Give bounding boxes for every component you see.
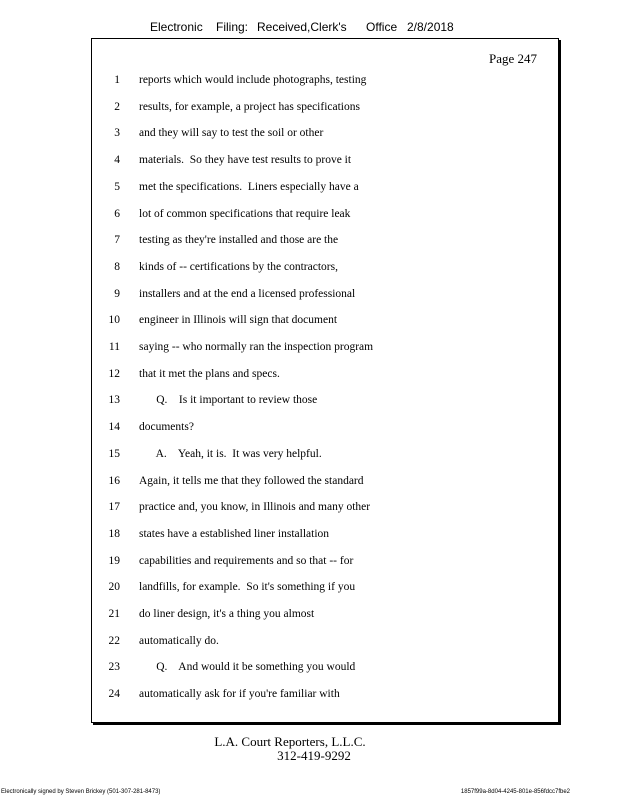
line-text: Q. Is it important to review those: [139, 394, 318, 407]
transcript-line: [92, 74, 558, 94]
transcript-line: [92, 635, 558, 655]
transcript-page: [91, 38, 559, 723]
line-number: 22: [108, 634, 120, 647]
line-number: 6: [114, 207, 120, 220]
transcript-line: [92, 127, 558, 147]
line-text: installers and at the end a licensed professional: [139, 287, 356, 300]
line-number: 7: [114, 234, 120, 247]
line-number: 20: [108, 581, 120, 594]
transcript-line: [92, 341, 558, 361]
line-text: automatically do.: [139, 634, 219, 647]
transcript-line: [92, 234, 558, 254]
transcript-line: [92, 394, 558, 414]
line-text: results, for example, a project has specifications: [139, 100, 360, 113]
line-text: do liner design, it's a thing you almost: [139, 608, 315, 620]
transcript-line: [92, 314, 558, 334]
transcript-line: [92, 688, 558, 708]
transcript-line: [92, 261, 558, 281]
line-number: 11: [108, 341, 120, 353]
line-number: 15: [108, 447, 120, 460]
line-number: 9: [114, 287, 120, 300]
line-number: 13: [108, 394, 120, 407]
line-text: practice and, you know, in Illinois and many other: [139, 501, 371, 514]
line-number: 23: [108, 661, 120, 674]
transcript-line: [92, 154, 558, 174]
line-number: 1: [114, 74, 120, 86]
line-text: reports which would include photographs, testing: [139, 74, 367, 86]
line-number: 10: [108, 314, 120, 327]
transcript-line: [92, 528, 558, 548]
transcript-line: [92, 661, 558, 681]
line-number: 21: [108, 608, 120, 620]
line-number: 12: [108, 367, 120, 380]
filing-word-filing: Filing:: [216, 20, 249, 34]
electronic-signature: Electronically signed by Steven Brickey (501-307-281-8473): [1, 789, 161, 795]
filing-date: 2/8/2018: [407, 20, 454, 34]
transcript-line: [92, 101, 558, 121]
transcript-line: [92, 608, 558, 628]
line-text: and they will say to test the soil or other: [139, 127, 324, 140]
transcript-line: [92, 368, 558, 388]
line-number: 16: [108, 474, 120, 487]
transcript-line: [92, 555, 558, 575]
line-text: automatically ask for if you're familiar with: [139, 688, 340, 701]
line-number: 17: [108, 501, 120, 514]
line-text: states have a established liner installation: [139, 527, 330, 540]
line-text: met the specifications. Liners especially have a: [139, 180, 359, 193]
line-number: 19: [108, 554, 120, 567]
filing-word-electronic: Electronic: [150, 20, 203, 34]
line-text: A. Yeah, it is. It was very helpful.: [139, 447, 322, 460]
transcript-line: [92, 181, 558, 201]
line-text: that it met the plans and specs.: [139, 367, 280, 380]
transcript-line: [92, 475, 558, 495]
line-number: 18: [108, 527, 120, 540]
line-text: lot of common specifications that require leak: [139, 207, 351, 220]
line-text: Q. And would it be something you would: [139, 661, 356, 674]
line-text: engineer in Illinois will sign that document: [139, 314, 338, 327]
transcript-line: [92, 208, 558, 228]
line-number: 14: [108, 421, 120, 434]
line-text: testing as they're installed and those are the: [139, 234, 339, 247]
footer-company: L.A. Court Reporters, L.L.C.: [214, 734, 366, 749]
line-number: 24: [108, 688, 120, 701]
footer-phone: 312-419-9292: [277, 748, 351, 763]
filing-word-received: Received,Clerk's: [257, 20, 347, 34]
filing-word-office: Office: [366, 20, 398, 34]
line-text: documents?: [139, 421, 194, 434]
line-number: 5: [114, 180, 120, 193]
transcript-line: [92, 581, 558, 601]
transcript-line: [92, 421, 558, 441]
line-number: 4: [114, 154, 120, 167]
line-number: 8: [114, 260, 120, 273]
transcript-line: [92, 448, 558, 468]
document-hash: 1857f99a-8d04-4245-801e-856fdcc7fbe2: [460, 789, 570, 795]
line-text: capabilities and requirements and so that -- for: [139, 554, 354, 567]
line-number: 2: [114, 100, 120, 113]
line-number: 3: [114, 127, 120, 140]
line-text: saying -- who normally ran the inspection program: [139, 341, 374, 353]
line-text: landfills, for example. So it's something if you: [139, 581, 356, 594]
line-text: kinds of -- certifications by the contractors,: [139, 260, 338, 273]
page-number: Page 247: [488, 51, 537, 66]
transcript-line: [92, 288, 558, 308]
line-text: Again, it tells me that they followed the standard: [139, 474, 364, 487]
line-text: materials. So they have test results to prove it: [139, 154, 352, 167]
transcript-line: [92, 501, 558, 521]
